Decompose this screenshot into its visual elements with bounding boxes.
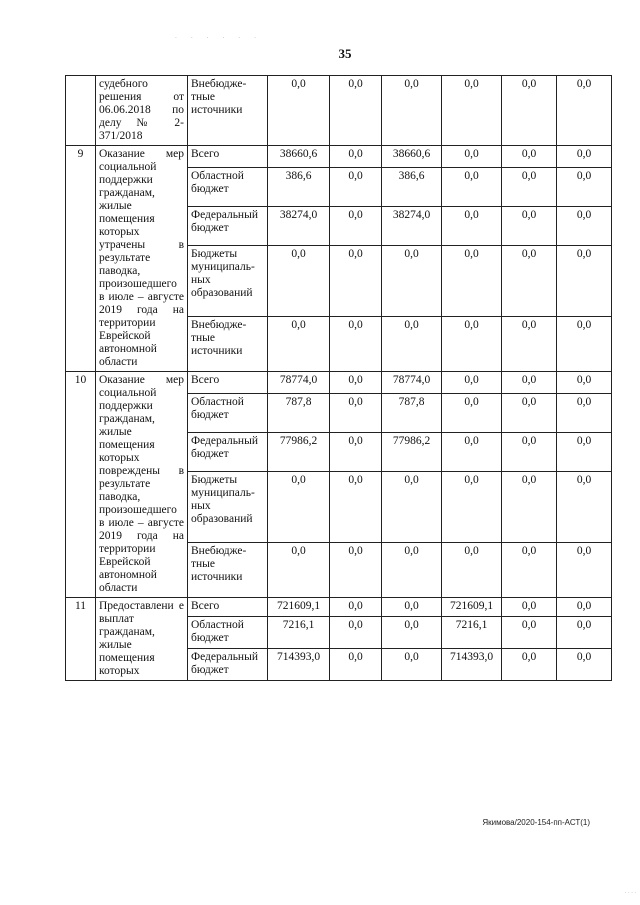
amount-cell: 0,0 xyxy=(502,471,557,542)
amount-cell: 0,0 xyxy=(557,598,612,617)
amount-cell: 0,0 xyxy=(502,372,557,394)
footer-doc-id: Якимова/2020-154-пп-АСТ(1) xyxy=(482,818,590,827)
row-number: 10 xyxy=(66,372,96,598)
amount-cell: 0,0 xyxy=(502,76,557,146)
amount-cell: 0,0 xyxy=(330,207,382,246)
funding-source: Внебюдже-тные источники xyxy=(188,543,268,598)
amount-cell: 0,0 xyxy=(330,543,382,598)
amount-cell: 0,0 xyxy=(557,471,612,542)
amount-cell: 0,0 xyxy=(442,471,502,542)
amount-cell: 0,0 xyxy=(502,394,557,433)
amount-cell: 0,0 xyxy=(330,648,382,680)
amount-cell: 0,0 xyxy=(557,616,612,648)
measure-name: Оказание мер социальной поддержки гражданам, жилые помещения которых утрачены в результате паводка, произошедшего в июле – августе 2019 года на территории Еврейской автономной области xyxy=(96,146,188,372)
funding-source: Областной бюджет xyxy=(188,168,268,207)
row-number: 9 xyxy=(66,146,96,372)
amount-cell: 787,8 xyxy=(268,394,330,433)
amount-cell: 0,0 xyxy=(442,317,502,372)
amount-cell: 0,0 xyxy=(268,471,330,542)
row-number: 11 xyxy=(66,598,96,681)
amount-cell: 386,6 xyxy=(382,168,442,207)
amount-cell: 0,0 xyxy=(557,168,612,207)
amount-cell: 0,0 xyxy=(330,76,382,146)
amount-cell: 0,0 xyxy=(557,317,612,372)
table-row xyxy=(66,146,612,168)
amount-cell: 77986,2 xyxy=(268,433,330,472)
amount-cell: 0,0 xyxy=(557,433,612,472)
amount-cell: 0,0 xyxy=(502,433,557,472)
measure-name: судебного решения от 06.06.2018 по делу № 2-371/2018 xyxy=(96,76,188,146)
amount-cell: 0,0 xyxy=(557,394,612,433)
amount-cell: 0,0 xyxy=(330,245,382,316)
amount-cell: 38274,0 xyxy=(268,207,330,246)
amount-cell: 0,0 xyxy=(442,433,502,472)
funding-source: Федеральный бюджет xyxy=(188,648,268,680)
amount-cell: 0,0 xyxy=(330,471,382,542)
funding-source: Федеральный бюджет xyxy=(188,433,268,472)
funding-source: Внебюдже-тные источники xyxy=(188,76,268,146)
amount-cell: 0,0 xyxy=(442,168,502,207)
amount-cell: 0,0 xyxy=(330,146,382,168)
amount-cell: 0,0 xyxy=(502,207,557,246)
amount-cell: 78774,0 xyxy=(382,372,442,394)
amount-cell: 0,0 xyxy=(330,317,382,372)
amount-cell: 0,0 xyxy=(502,245,557,316)
funding-source: Бюджеты муниципаль-ных образований xyxy=(188,245,268,316)
amount-cell: 0,0 xyxy=(268,76,330,146)
amount-cell: 0,0 xyxy=(502,146,557,168)
funding-source: Областной бюджет xyxy=(188,394,268,433)
funding-source: Всего xyxy=(188,372,268,394)
measure-name: Оказание мер социальной поддержки гражданам, жилые помещения которых повреждены в результате паводка, произошедшего в июле – августе 2019 года на территории Еврейской автономной области xyxy=(96,372,188,598)
scan-noise: · · · · xyxy=(624,890,636,896)
amount-cell: 78774,0 xyxy=(268,372,330,394)
amount-cell: 77986,2 xyxy=(382,433,442,472)
amount-cell: 0,0 xyxy=(442,394,502,433)
amount-cell: 0,0 xyxy=(330,372,382,394)
amount-cell: 7216,1 xyxy=(442,616,502,648)
funding-source: Областной бюджет xyxy=(188,616,268,648)
table-row xyxy=(66,372,612,394)
page-number: 35 xyxy=(338,46,352,61)
amount-cell: 0,0 xyxy=(442,76,502,146)
amount-cell: 0,0 xyxy=(268,245,330,316)
amount-cell: 0,0 xyxy=(382,616,442,648)
funding-source: Всего xyxy=(188,146,268,168)
amount-cell: 0,0 xyxy=(382,598,442,617)
amount-cell: 38660,6 xyxy=(382,146,442,168)
amount-cell: 0,0 xyxy=(557,207,612,246)
scan-noise: · · · · · · xyxy=(175,35,262,42)
amount-cell: 0,0 xyxy=(330,598,382,617)
amount-cell: 0,0 xyxy=(382,648,442,680)
amount-cell: 0,0 xyxy=(330,394,382,433)
amount-cell: 0,0 xyxy=(557,372,612,394)
amount-cell: 0,0 xyxy=(330,168,382,207)
amount-cell: 0,0 xyxy=(382,76,442,146)
measure-name: Предоставлени е выплат гражданам, жилые помещения которых xyxy=(96,598,188,681)
amount-cell: 0,0 xyxy=(268,543,330,598)
amount-cell: 0,0 xyxy=(442,372,502,394)
amount-cell: 721609,1 xyxy=(268,598,330,617)
amount-cell: 0,0 xyxy=(557,146,612,168)
amount-cell: 0,0 xyxy=(330,433,382,472)
amount-cell: 0,0 xyxy=(557,76,612,146)
amount-cell: 0,0 xyxy=(382,317,442,372)
amount-cell: 0,0 xyxy=(502,168,557,207)
amount-cell: 38660,6 xyxy=(268,146,330,168)
amount-cell: 0,0 xyxy=(557,648,612,680)
amount-cell: 0,0 xyxy=(442,207,502,246)
amount-cell: 0,0 xyxy=(442,146,502,168)
amount-cell: 0,0 xyxy=(330,616,382,648)
amount-cell: 714393,0 xyxy=(442,648,502,680)
amount-cell: 0,0 xyxy=(502,543,557,598)
amount-cell: 0,0 xyxy=(557,245,612,316)
amount-cell: 0,0 xyxy=(382,471,442,542)
amount-cell: 0,0 xyxy=(502,598,557,617)
table-row xyxy=(66,598,612,617)
amount-cell: 0,0 xyxy=(382,543,442,598)
funding-source: Всего xyxy=(188,598,268,617)
amount-cell: 0,0 xyxy=(557,543,612,598)
amount-cell: 787,8 xyxy=(382,394,442,433)
budget-table xyxy=(65,75,612,681)
amount-cell: 0,0 xyxy=(502,616,557,648)
amount-cell: 38274,0 xyxy=(382,207,442,246)
row-number xyxy=(66,76,96,146)
amount-cell: 0,0 xyxy=(382,245,442,316)
amount-cell: 0,0 xyxy=(502,317,557,372)
amount-cell: 0,0 xyxy=(268,317,330,372)
amount-cell: 386,6 xyxy=(268,168,330,207)
funding-source: Бюджеты муниципаль-ных образований xyxy=(188,471,268,542)
table-row xyxy=(66,76,612,146)
amount-cell: 0,0 xyxy=(442,245,502,316)
amount-cell: 714393,0 xyxy=(268,648,330,680)
funding-source: Федеральный бюджет xyxy=(188,207,268,246)
amount-cell: 721609,1 xyxy=(442,598,502,617)
amount-cell: 0,0 xyxy=(442,543,502,598)
amount-cell: 7216,1 xyxy=(268,616,330,648)
funding-source: Внебюдже-тные источники xyxy=(188,317,268,372)
amount-cell: 0,0 xyxy=(502,648,557,680)
